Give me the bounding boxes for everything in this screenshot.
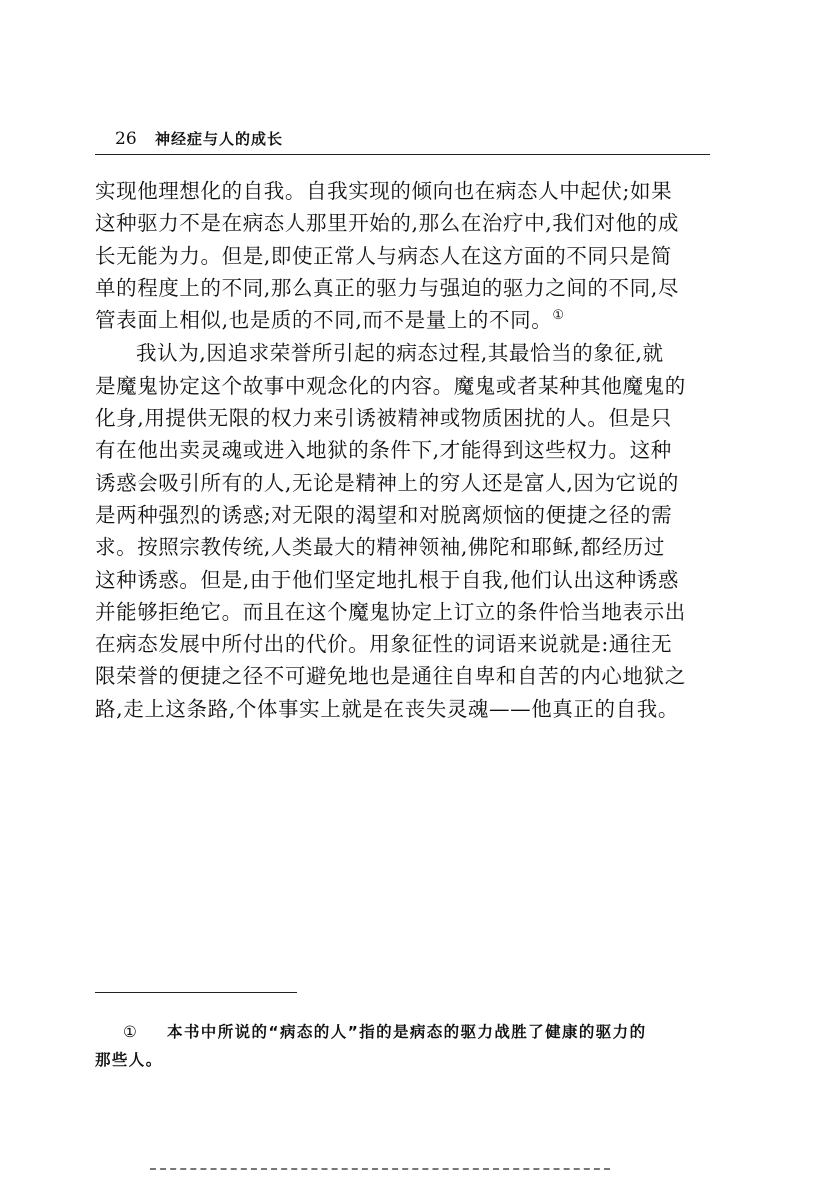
body-text [95,175,715,725]
paragraph-1-text: 实现他理想化的自我。自我实现的倾向也在病态人中起伏;如果 这种驱力不是在病态人那里开始的,那么在治疗中,我们对他的成 长无能为力。但是,即使正常人与病态人在这方面的不同只是简 单的程度上的不同,那么真正的驱力与强迫的驱力之间的不同,尽 管表面上相似,也是质的不同,而不是量上的不同。 [95,179,679,333]
running-head [95,126,710,152]
scan-edge-mark [150,1168,610,1170]
paragraph-1 [95,175,715,336]
footnote-text: 本书中所说的“病态的人”指的是病态的驱力战胜了健康的驱力的 那些人。 [95,1023,647,1069]
header-rule [95,154,710,155]
footnote-number: ① [123,1023,139,1041]
paragraph-2: 我认为,因追求荣誉所引起的病态过程,其最恰当的象征,就 是魔鬼协定这个故事中观念化的内容。魔鬼或者某种其他魔鬼的 化身,用提供无限的权力来引诱被精神或物质困扰的人。但是只 有在他出卖灵魂或进入地狱的条件下,才能得到这些权力。这种 诱惑会吸引所有的人,无论是精神上的穷人还是富人,因为它说的 是两种强烈的诱惑;对无限的渴望和对脱离烦恼的便捷之径的需 求。按照宗教传统,人类最大的精神领袖,佛陀和耶稣,都经历过 这种诱惑。但是,由于他们坚定地扎根于自我,他们认出这种诱惑 并能够拒绝它。而且在这个魔鬼协定上订立的条件恰当地表示出 在病态发展中所付出的代价。用象征性的词语来说就是:通往无 限荣誉的便捷之径不可避免地也是通往自卑和自苦的内心地狱之 路,走上这条路,个体事实上就是在丧失灵魂——他真正的自我。 [95,341,686,721]
page-number: 26 [115,129,137,149]
footnote-rule [95,992,297,993]
footnote [95,1018,715,1074]
footnote-marker[interactable]: ① [552,308,565,324]
book-title: 神经症与人的成长 [155,130,284,148]
